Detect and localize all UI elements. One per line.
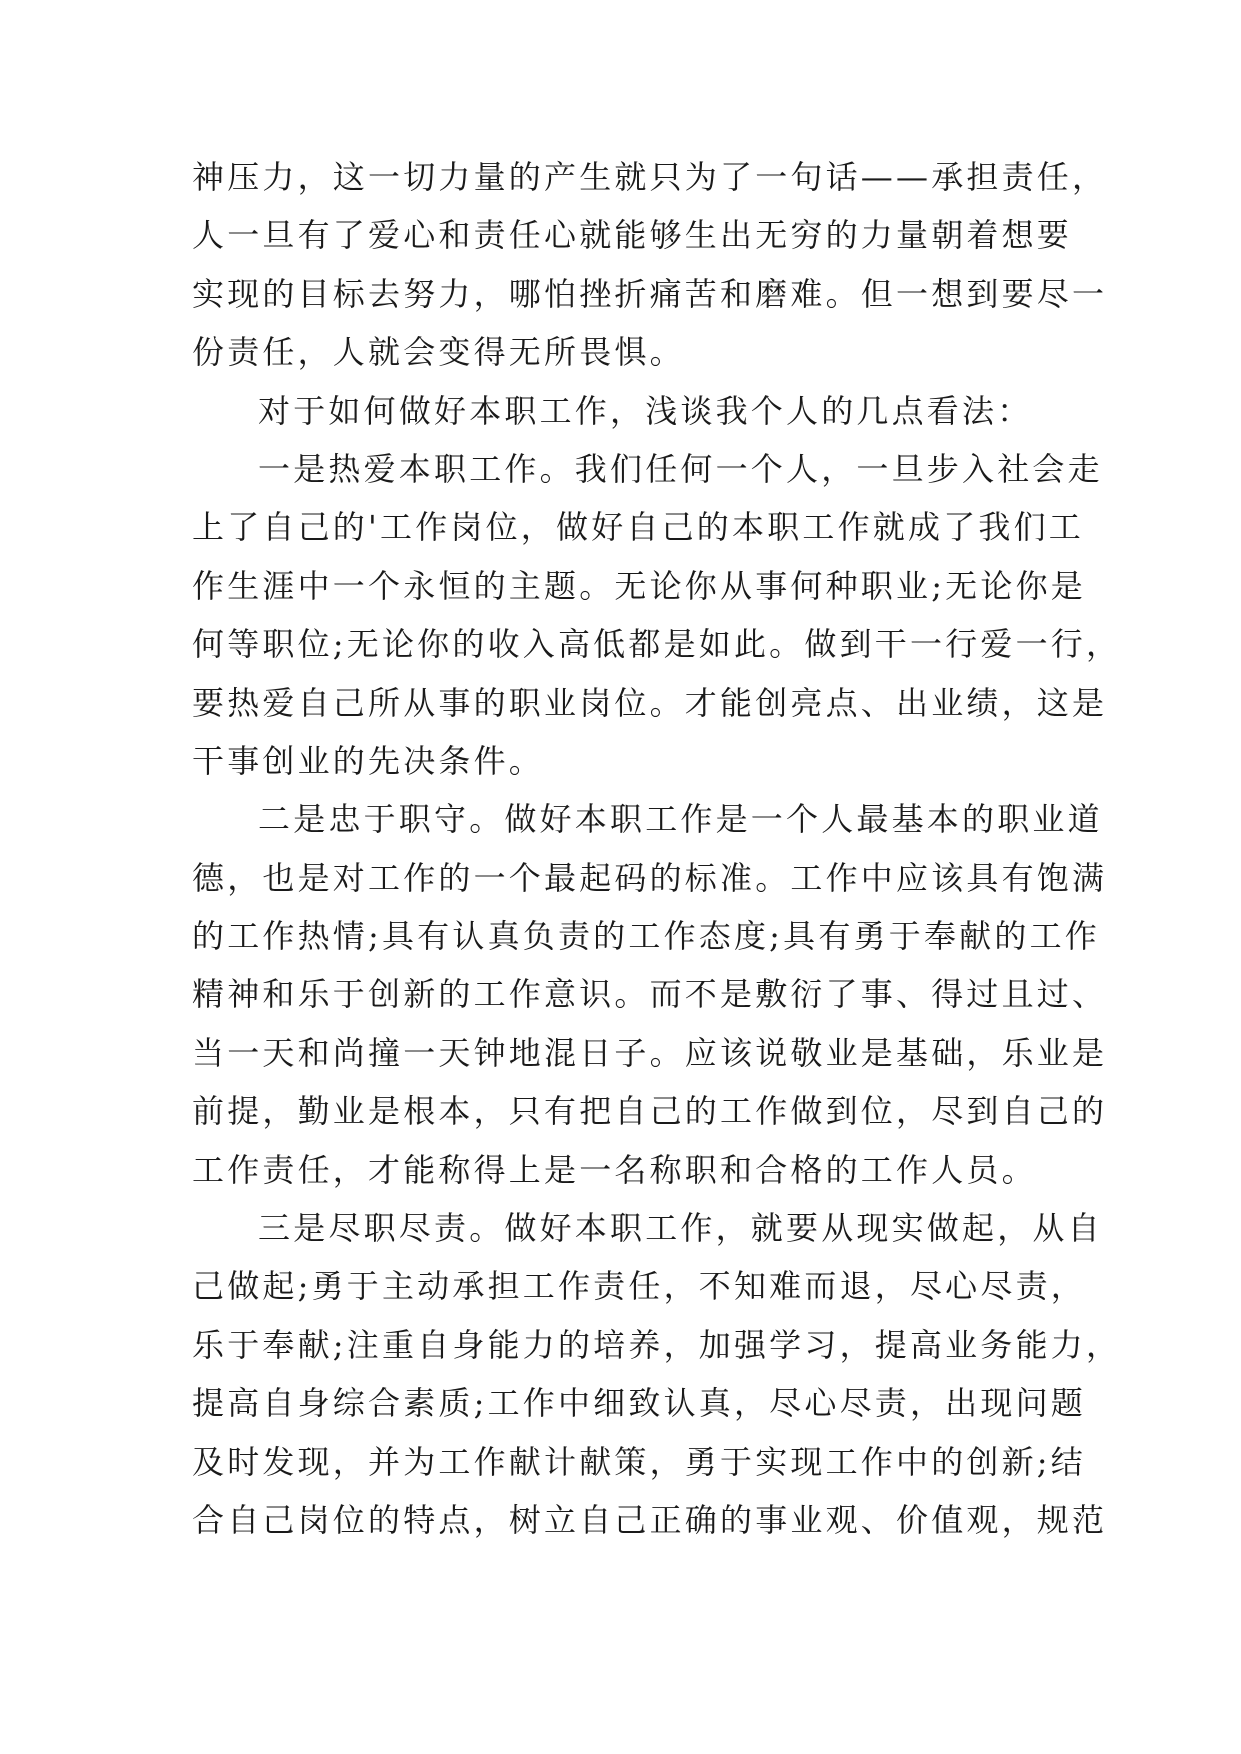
text-line: 上了自己的'工作岗位，做好自己的本职工作就成了我们工 bbox=[192, 508, 1084, 547]
text-line: 人一旦有了爱心和责任心就能够生出无穷的力量朝着想要 bbox=[192, 216, 1073, 255]
text-line: 合自己岗位的特点，树立自己正确的事业观、价值观，规范 bbox=[192, 1500, 1108, 1539]
text-line: 提高自身综合素质;工作中细致认真，尽心尽责，出现问题 bbox=[192, 1384, 1086, 1423]
text-line: 作生涯中一个永恒的主题。无论你从事何种职业;无论你是 bbox=[192, 566, 1086, 605]
text-line: 神压力，这一切力量的产生就只为了一句话——承担责任， bbox=[192, 158, 1108, 196]
text-line: 乐于奉献;注重自身能力的培养，加强学习，提高业务能力， bbox=[192, 1325, 1122, 1364]
text-line: 二是忠于职守。做好本职工作是一个人最基本的职业道 bbox=[258, 800, 1103, 839]
text-line: 及时发现，并为工作献计献策，勇于实现工作中的创新;结 bbox=[192, 1442, 1086, 1481]
text-line: 己做起;勇于主动承担工作责任，不知难而退，尽心尽责， bbox=[192, 1267, 1086, 1306]
text-line: 份责任，人就会变得无所畏惧。 bbox=[192, 333, 685, 372]
text-line: 何等职位;无论你的收入高低都是如此。做到干一行爱一行， bbox=[192, 625, 1122, 664]
text-line: 当一天和尚撞一天钟地混日子。应该说敬业是基础，乐业是 bbox=[192, 1033, 1108, 1072]
text-line: 一是热爱本职工作。我们任何一个人，一旦步入社会走 bbox=[258, 449, 1103, 488]
text-line: 德，也是对工作的一个最起码的标准。工作中应该具有饱满 bbox=[192, 858, 1108, 897]
text-line: 干事创业的先决条件。 bbox=[192, 741, 545, 780]
text-line: 三是尽职尽责。做好本职工作，就要从现实做起，从自 bbox=[258, 1209, 1103, 1248]
text-line: 要热爱自己所从事的职业岗位。才能创亮点、出业绩，这是 bbox=[192, 683, 1108, 722]
paragraph bbox=[192, 382, 1070, 440]
paragraph bbox=[192, 440, 1122, 790]
document-body bbox=[192, 148, 1122, 1549]
text-line: 精神和乐于创新的工作意识。而不是敷衍了事、得过且过、 bbox=[192, 975, 1108, 1014]
paragraph bbox=[192, 790, 1108, 1199]
paragraph bbox=[192, 1199, 1122, 1549]
text-line: 前提，勤业是根本，只有把自己的工作做到位，尽到自己的 bbox=[192, 1092, 1108, 1131]
paragraph bbox=[192, 148, 1108, 382]
text-line: 工作责任，才能称得上是一名称职和合格的工作人员。 bbox=[192, 1150, 1037, 1189]
text-line: 实现的目标去努力，哪怕挫折痛苦和磨难。但一想到要尽一 bbox=[192, 274, 1108, 313]
text-line: 的工作热情;具有认真负责的工作态度;具有勇于奉献的工作 bbox=[192, 917, 1100, 956]
text-line: 对于如何做好本职工作，浅谈我个人的几点看法： bbox=[258, 391, 1033, 430]
